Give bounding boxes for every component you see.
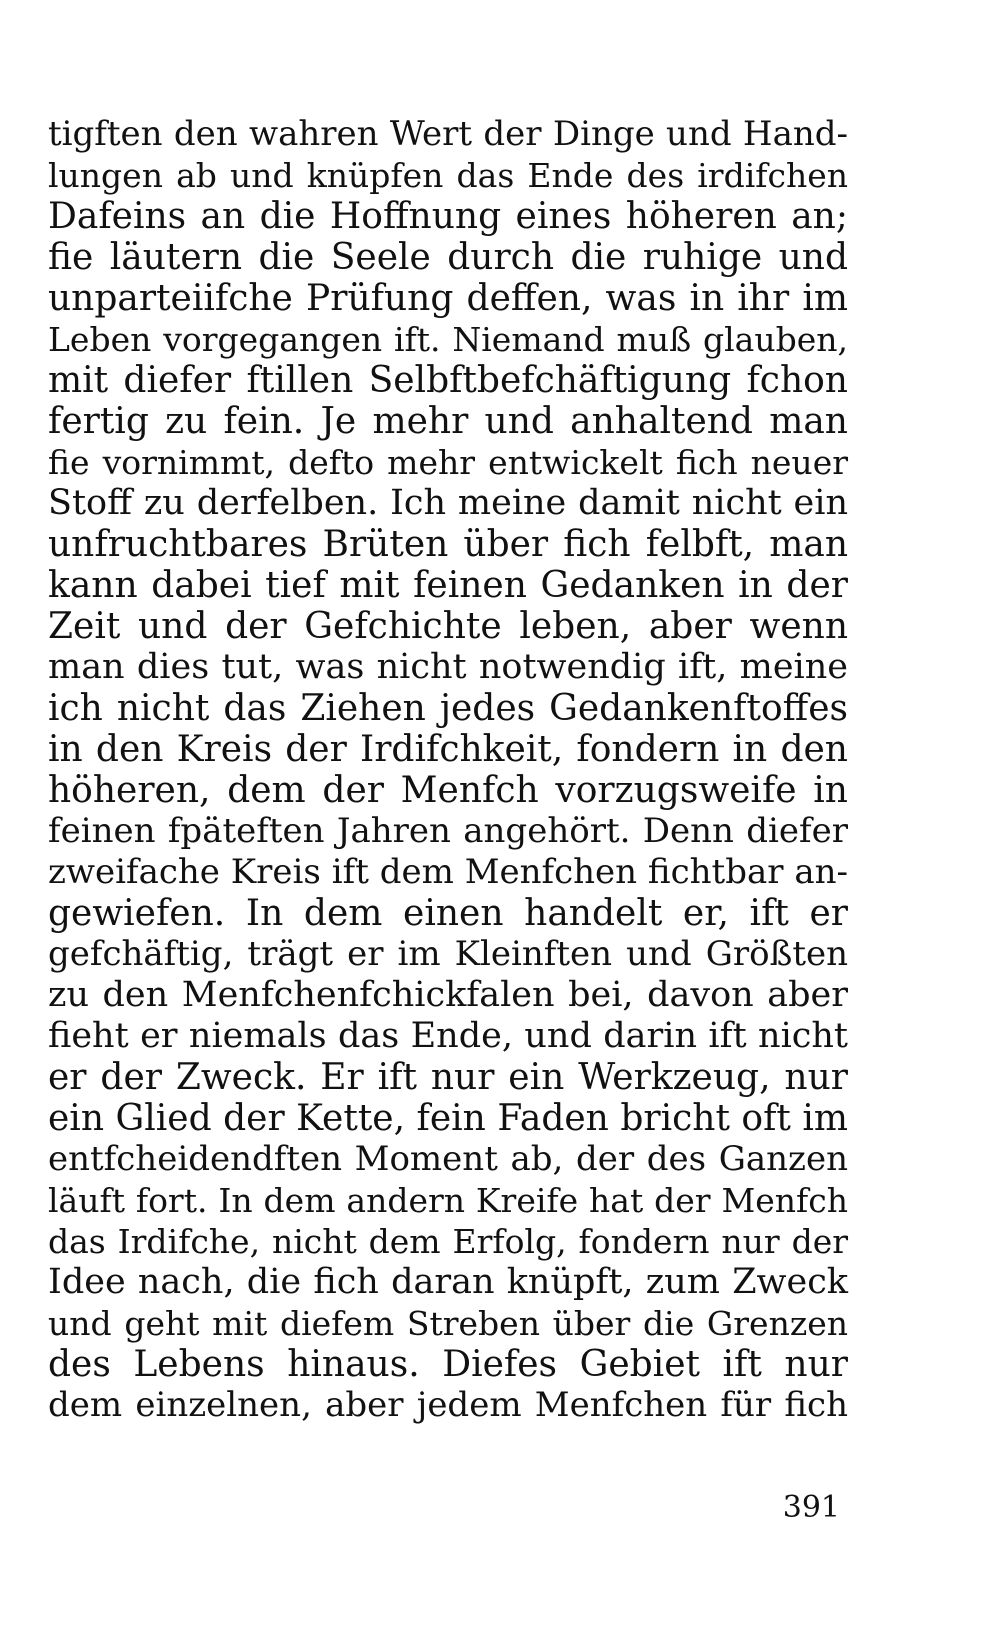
text-line: Stoff zu derfelben. Ich meine damit nicht ein	[48, 483, 848, 523]
page-number: 391	[782, 1490, 840, 1525]
text-line: tigften den wahren Wert der Dinge und Hand-	[48, 114, 848, 154]
text-line: gefchäftig, trägt er im Kleinften und Größten	[48, 934, 848, 974]
text-line: das Irdifche, nicht dem Erfolg, fondern nur der	[48, 1222, 848, 1261]
text-line: und geht mit diefem Streben über die Grenzen	[48, 1304, 848, 1343]
text-line: lungen ab und knüpfen das Ende des irdifchen	[48, 156, 848, 195]
text-line: fieht er niemals das Ende, und darin ift nicht	[48, 1016, 848, 1056]
text-line: mit diefer ftillen Selbftbefchäftigung fchon	[48, 360, 848, 401]
text-line: ein Glied der Kette, fein Faden bricht oft im	[48, 1098, 848, 1139]
text-line: fie vornimmt, defto mehr entwickelt fich neuer	[48, 443, 848, 482]
text-line: entfcheidendften Moment ab, der des Ganzen	[48, 1139, 848, 1179]
text-line: unparteiifche Prüfung deffen, was in ihr im	[48, 278, 848, 319]
text-line: Idee nach, die fich daran knüpft, zum Zweck	[48, 1262, 848, 1302]
text-line: des Lebens hinaus. Diefes Gebiet ift nur	[48, 1344, 848, 1385]
text-line: läuft fort. In dem andern Kreife hat der Menfch	[48, 1181, 848, 1220]
text-line: man dies tut, was nicht notwendig ift, meine	[48, 647, 848, 687]
text-line: feinen fpäteften Jahren angehört. Denn diefer	[48, 811, 848, 851]
text-line: fie läutern die Seele durch die ruhige und	[48, 237, 848, 278]
text-line: er der Zweck. Er ift nur ein Werkzeug, nur	[48, 1057, 848, 1098]
text-line: ich nicht das Ziehen jedes Gedankenftoffes	[48, 688, 848, 729]
text-line: kann dabei tief mit feinen Gedanken in der	[48, 565, 848, 606]
text-line: fertig zu fein. Je mehr und anhaltend man	[48, 401, 848, 442]
text-line: gewiefen. In dem einen handelt er, ift er	[48, 893, 848, 934]
text-line: Dafeins an die Hoffnung eines höheren an;	[48, 196, 848, 237]
text-line: zweifache Kreis ift dem Menfchen fichtbar an-	[48, 852, 848, 892]
text-line: Leben vorgegangen ift. Niemand muß glauben,	[48, 320, 848, 359]
text-line: unfruchtbares Brüten über fich felbft, man	[48, 524, 848, 565]
text-line: dem einzelnen, aber jedem Menfchen für fich	[48, 1385, 848, 1425]
body-text	[48, 114, 848, 1426]
text-line: Zeit und der Gefchichte leben, aber wenn	[48, 606, 848, 647]
text-line: zu den Menfchenfchickfalen bei, davon aber	[48, 975, 848, 1015]
text-line: höheren, dem der Menfch vorzugsweife in	[48, 770, 848, 811]
text-line: in den Kreis der Irdifchkeit, fondern in den	[48, 729, 848, 770]
